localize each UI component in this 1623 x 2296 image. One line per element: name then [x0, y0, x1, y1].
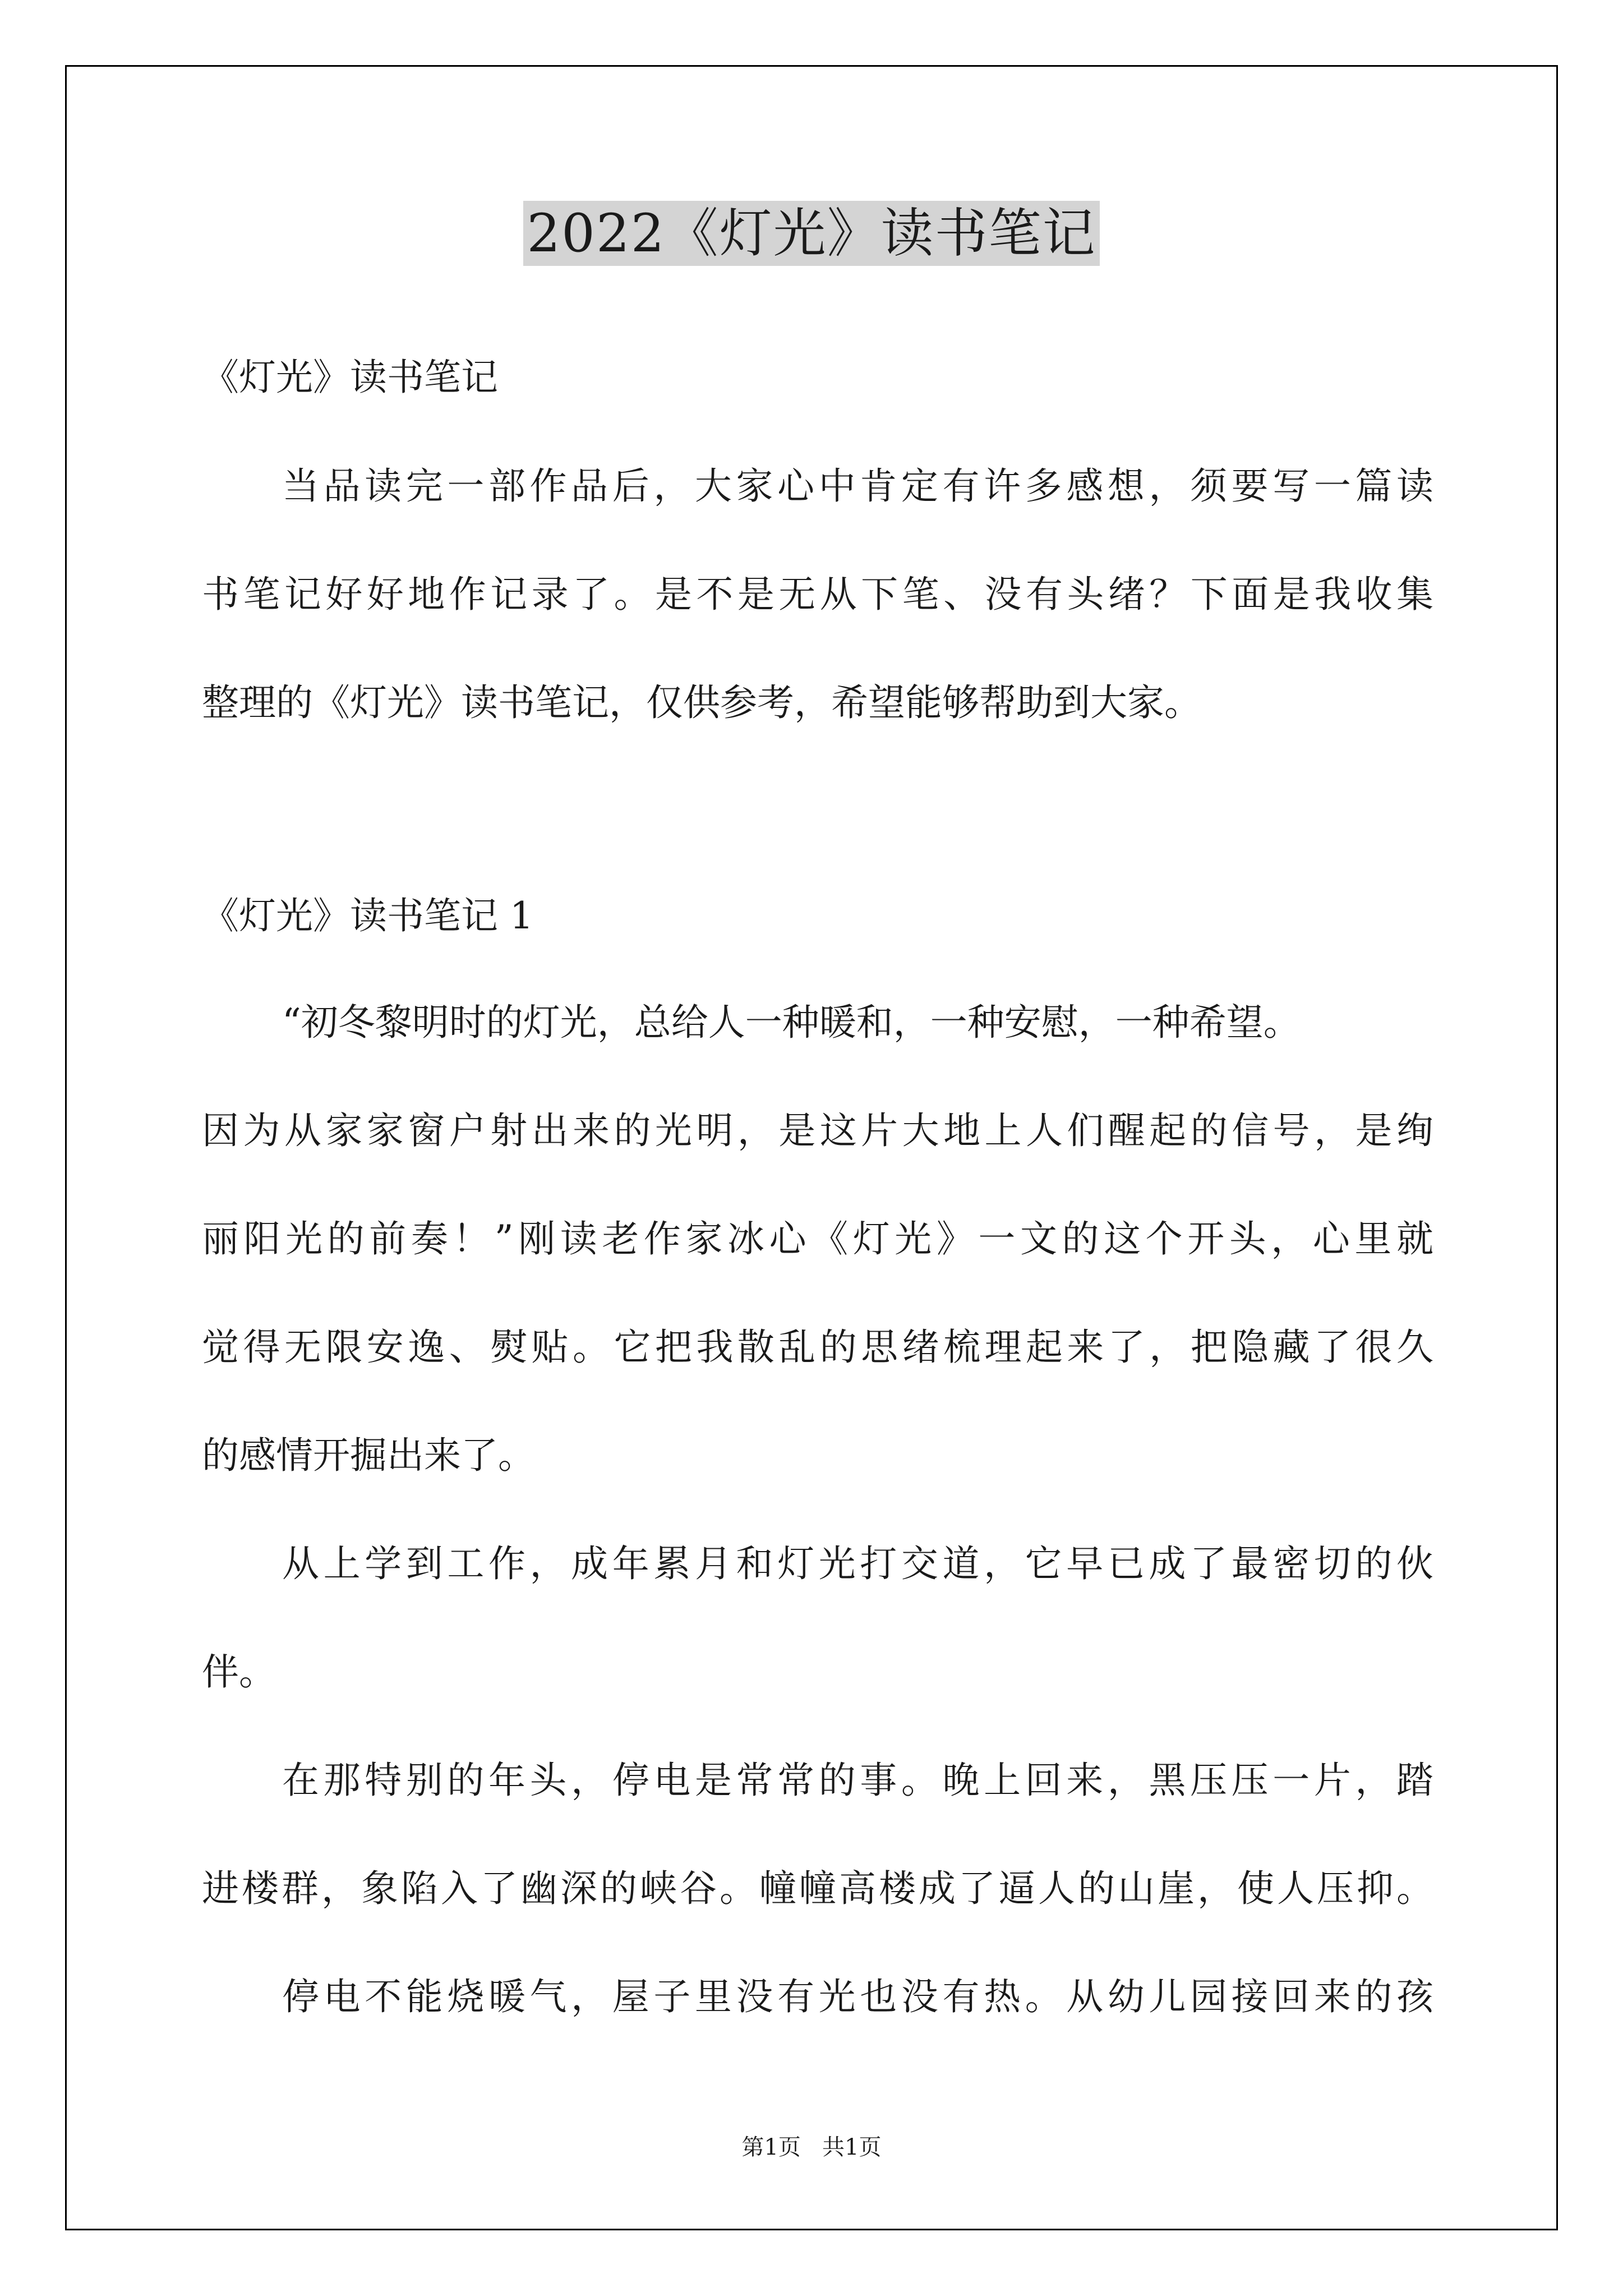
paragraph-line: “初冬黎明时的灯光，总给人一种暖和，一种安慰，一种希望。 — [282, 1001, 1301, 1044]
paragraph-line: 整理的《灯光》读书笔记，仅供参考，希望能够帮助到大家。 — [202, 681, 1201, 724]
paragraph-line: 觉得无限安逸、熨贴。它把我散乱的思绪梳理起来了，把隐藏了很久 — [202, 1326, 1433, 1369]
intro-heading: 《灯光》读书笔记 — [202, 356, 498, 399]
paragraph-line: 的感情开掘出来了。 — [202, 1434, 535, 1477]
paragraph-line: 停电不能烧暖气，屋子里没有光也没有热。从幼儿园接回来的孩 — [282, 1975, 1433, 2018]
paragraph-line: 在那特别的年头，停电是常常的事。晚上回来，黑压压一片，踏 — [282, 1759, 1433, 1802]
paragraph-line: 当品读完一部作品后，大家心中肯定有许多感想，须要写一篇读 — [282, 464, 1433, 508]
page-footer: 第1页 共1页 — [741, 2134, 882, 2160]
paragraph-line: 进楼群，象陷入了幽深的峡谷。幢幢高楼成了逼人的山崖，使人压抑。 — [202, 1867, 1433, 1910]
document-title-text: 2022《灯光》读书笔记 — [523, 201, 1099, 266]
paragraph-line: 因为从家家窗户射出来的光明，是这片大地上人们醒起的信号，是绚 — [202, 1109, 1433, 1152]
document-title — [0, 201, 1623, 266]
section-heading: 《灯光》读书笔记 1 — [202, 894, 533, 937]
paragraph-line: 伴。 — [202, 1650, 276, 1694]
paragraph-line: 书笔记好好地作记录了。是不是无从下笔、没有头绪？下面是我收集 — [202, 573, 1433, 616]
paragraph-line: 从上学到工作，成年累月和灯光打交道，它早已成了最密切的伙 — [282, 1542, 1433, 1585]
paragraph-line: 丽阳光的前奏！”刚读老作家冰心《灯光》一文的这个开头，心里就 — [202, 1217, 1433, 1260]
